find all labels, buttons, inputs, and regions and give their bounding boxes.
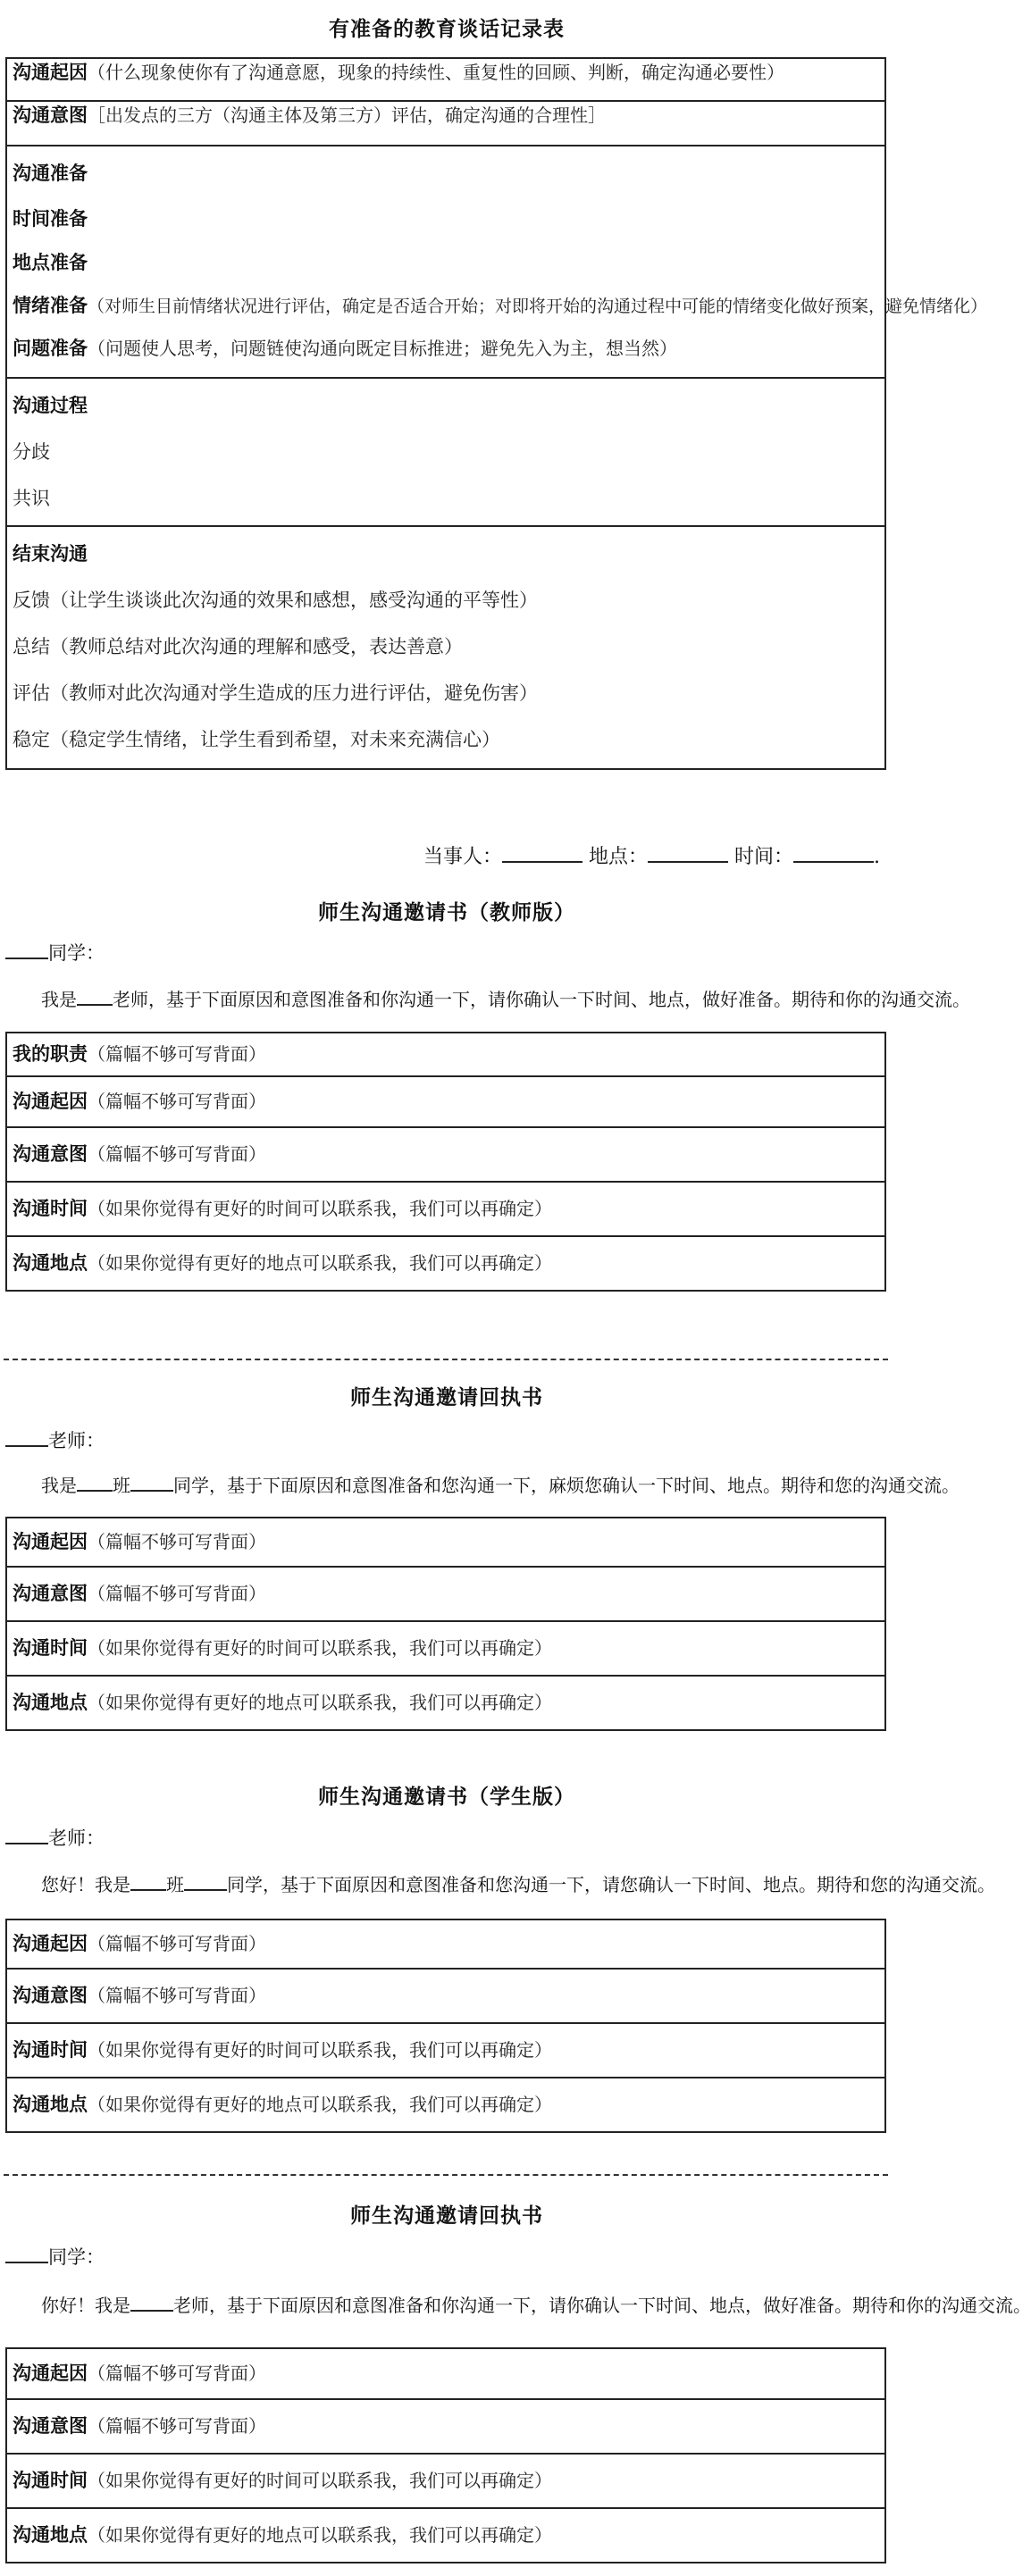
record-party-label: 当事人： <box>423 846 502 868</box>
row-note: （如果你觉得有更好的地点可以联系我，我们可以再确定） <box>88 2524 552 2546</box>
row-note: （篇幅不够可写背面） <box>88 1583 266 1604</box>
row-label: 沟通地点 <box>13 1692 88 1713</box>
student-reply-title: 师生沟通邀请回执书 <box>350 2204 543 2228</box>
teacher-reply-body-b: 班 <box>113 1475 130 1496</box>
student-invite-body-a: 您好！我是 <box>41 1874 130 1895</box>
teacher-reply-body <box>41 1470 960 1497</box>
record-emotion-prep-label: 情绪准备 <box>13 295 88 316</box>
row-label: 我的职责 <box>13 1043 88 1065</box>
teacher-invite-row <box>6 1076 885 1127</box>
cut-line <box>4 1359 888 1360</box>
record-signature-line <box>0 841 880 869</box>
teacher-reply-table <box>5 1517 886 1731</box>
record-time-label: 时间： <box>733 846 793 868</box>
row-note: （篇幅不够可写背面） <box>88 1985 266 2006</box>
teacher-invite-greeting-text: 同学： <box>48 942 105 964</box>
student-invite-body <box>41 1869 995 1896</box>
record-question-prep-label: 问题准备 <box>13 338 88 359</box>
record-ending-summary: 总结（教师总结对此次沟通的理解和感受，表达善意） <box>13 636 463 657</box>
teacher-invite-greeting <box>5 938 105 966</box>
row-note: （篇幅不够可写背面） <box>88 2415 266 2437</box>
teacher-invite-student-blank[interactable] <box>5 938 48 959</box>
row-label: 沟通时间 <box>13 2039 88 2061</box>
row-note: （篇幅不够可写背面） <box>88 1091 266 1112</box>
student-invite-student-blank[interactable] <box>184 1869 227 1891</box>
row-label: 沟通意图 <box>13 2415 88 2437</box>
student-invite-row <box>6 2023 885 2078</box>
record-intent-label: 沟通意图 <box>13 105 88 126</box>
student-reply-row <box>6 2399 885 2454</box>
student-reply-body-b: 老师，基于下面原因和意图准备和你沟通一下，请你确认一下时间、地点，做好准备。期待和你的沟通交流。 <box>173 2295 1031 2316</box>
student-reply-greeting-text: 同学： <box>48 2246 105 2268</box>
row-label: 沟通意图 <box>13 1985 88 2006</box>
teacher-invite-title: 师生沟通邀请书（教师版） <box>318 901 575 924</box>
student-invite-body-c: 同学，基于下面原因和意图准备和您沟通一下，请您确认一下时间、地点。期待和您的沟通交流。 <box>227 1874 995 1895</box>
student-reply-row <box>6 2508 885 2563</box>
student-reply-row <box>6 2348 885 2399</box>
record-ending-label: 结束沟通 <box>13 543 88 565</box>
row-label: 沟通地点 <box>13 2094 88 2115</box>
row-note: （篇幅不够可写背面） <box>88 1143 266 1165</box>
student-reply-row <box>6 2454 885 2508</box>
record-cause-note: （什么现象使你有了沟通意愿，现象的持续性、重复性的回顾、判断，确定沟通必要性） <box>88 62 784 83</box>
student-reply-body-a: 你好！我是 <box>41 2295 130 2316</box>
row-label: 沟通时间 <box>13 2470 88 2491</box>
row-label: 沟通起因 <box>13 1933 88 1954</box>
record-process-label: 沟通过程 <box>13 395 88 416</box>
row-note: （如果你觉得有更好的时间可以联系我，我们可以再确定） <box>88 1198 552 1219</box>
row-note: （如果你觉得有更好的地点可以联系我，我们可以再确定） <box>88 2094 552 2115</box>
student-reply-body <box>41 2290 1031 2317</box>
student-reply-name-blank[interactable] <box>130 2290 173 2312</box>
teacher-reply-row <box>6 1676 885 1730</box>
student-invite-teacher-blank[interactable] <box>5 1823 48 1844</box>
row-label: 沟通起因 <box>13 1531 88 1552</box>
student-invite-row <box>6 1919 885 1969</box>
record-ending-feedback: 反馈（让学生谈谈此次沟通的效果和感想，感受沟通的平等性） <box>13 590 538 611</box>
record-ending-cell <box>6 526 885 769</box>
teacher-invite-name-blank[interactable] <box>77 984 113 1006</box>
record-place-prep-label: 地点准备 <box>13 252 88 273</box>
student-invite-table <box>5 1919 886 2133</box>
record-place-label: 地点： <box>588 846 648 868</box>
record-process-cell <box>6 378 885 526</box>
row-label: 沟通意图 <box>13 1583 88 1604</box>
record-prep-label: 沟通准备 <box>13 163 88 184</box>
cut-line <box>4 2174 888 2176</box>
teacher-invite-row <box>6 1127 885 1182</box>
record-intent-cell <box>6 101 885 146</box>
student-invite-title: 师生沟通邀请书（学生版） <box>318 1786 575 1809</box>
student-reply-table <box>5 2347 886 2563</box>
record-question-prep-note: （问题使人思考，问题链使沟通向既定目标推进；避免先入为主，想当然） <box>88 338 677 359</box>
record-ending-stabilize: 稳定（稳定学生情绪，让学生看到希望，对未来充满信心） <box>13 729 500 750</box>
record-intent-note: ［出发点的三方（沟通主体及第三方）评估，确定沟通的合理性］ <box>88 105 606 126</box>
student-invite-body-b: 班 <box>166 1874 184 1895</box>
record-cause-cell <box>6 58 885 101</box>
record-ending-evaluation: 评估（教师对此次沟通对学生造成的压力进行评估，避免伤害） <box>13 682 538 704</box>
record-process-consensus: 共识 <box>13 488 50 509</box>
record-table <box>5 57 988 770</box>
record-emotion-prep-note: （对师生目前情绪状况进行评估，确定是否适合开始；对即将开始的沟通过程中可能的情绪变化做好预案，避免情绪化） <box>88 297 988 316</box>
row-note: （如果你觉得有更好的时间可以联系我，我们可以再确定） <box>88 2039 552 2061</box>
row-label: 沟通起因 <box>13 1091 88 1112</box>
teacher-reply-student-blank[interactable] <box>130 1470 173 1492</box>
row-label: 沟通地点 <box>13 2524 88 2546</box>
record-sign-end: . <box>874 846 880 868</box>
student-invite-class-blank[interactable] <box>130 1869 166 1891</box>
teacher-invite-body-b: 老师，基于下面原因和意图准备和你沟通一下，请你确认一下时间、地点，做好准备。期待和你的沟通交流。 <box>113 989 970 1010</box>
student-reply-greeting <box>5 2242 105 2270</box>
row-note: （篇幅不够可写背面） <box>88 1933 266 1954</box>
row-note: （如果你觉得有更好的地点可以联系我，我们可以再确定） <box>88 1252 552 1274</box>
student-invite-row <box>6 2078 885 2132</box>
row-note: （篇幅不够可写背面） <box>88 1531 266 1552</box>
row-label: 沟通意图 <box>13 1143 88 1165</box>
teacher-reply-body-c: 同学，基于下面原因和意图准备和您沟通一下，麻烦您确认一下时间、地点。期待和您的沟通交流。 <box>173 1475 960 1496</box>
teacher-invite-body-a: 我是 <box>41 989 77 1010</box>
teacher-invite-body <box>41 984 970 1011</box>
row-note: （如果你觉得有更好的地点可以联系我，我们可以再确定） <box>88 1692 552 1713</box>
row-note: （篇幅不够可写背面） <box>88 1043 266 1065</box>
student-invite-greeting-text: 老师： <box>48 1827 105 1849</box>
record-place-blank[interactable] <box>648 841 728 863</box>
teacher-reply-teacher-blank[interactable] <box>5 1426 48 1447</box>
row-label: 沟通地点 <box>13 1252 88 1274</box>
record-title: 有准备的教育谈话记录表 <box>329 18 565 41</box>
teacher-reply-greeting <box>5 1426 105 1453</box>
row-label: 沟通起因 <box>13 2363 88 2384</box>
teacher-reply-body-a: 我是 <box>41 1475 77 1496</box>
record-time-prep-label: 时间准备 <box>13 208 88 230</box>
teacher-invite-table <box>5 1032 886 1292</box>
student-invite-row <box>6 1969 885 2023</box>
teacher-reply-title: 师生沟通邀请回执书 <box>350 1386 543 1409</box>
row-note: （如果你觉得有更好的时间可以联系我，我们可以再确定） <box>88 2470 552 2491</box>
row-label: 沟通时间 <box>13 1198 88 1219</box>
teacher-reply-class-blank[interactable] <box>77 1470 113 1492</box>
teacher-invite-row <box>6 1182 885 1236</box>
row-note: （篇幅不够可写背面） <box>88 2363 266 2384</box>
record-time-blank[interactable] <box>793 841 874 863</box>
record-process-divergence: 分歧 <box>13 441 50 463</box>
student-invite-greeting <box>5 1823 105 1851</box>
student-reply-student-blank[interactable] <box>5 2242 48 2263</box>
teacher-reply-row <box>6 1567 885 1621</box>
teacher-reply-greeting-text: 老师： <box>48 1430 105 1451</box>
row-label: 沟通时间 <box>13 1637 88 1659</box>
teacher-reply-row <box>6 1621 885 1676</box>
teacher-invite-row <box>6 1236 885 1291</box>
teacher-reply-row <box>6 1518 885 1567</box>
teacher-invite-row <box>6 1033 885 1076</box>
record-cause-label: 沟通起因 <box>13 62 88 83</box>
row-note: （如果你觉得有更好的时间可以联系我，我们可以再确定） <box>88 1637 552 1659</box>
record-prep-cell <box>6 146 988 378</box>
record-party-blank[interactable] <box>502 841 583 863</box>
